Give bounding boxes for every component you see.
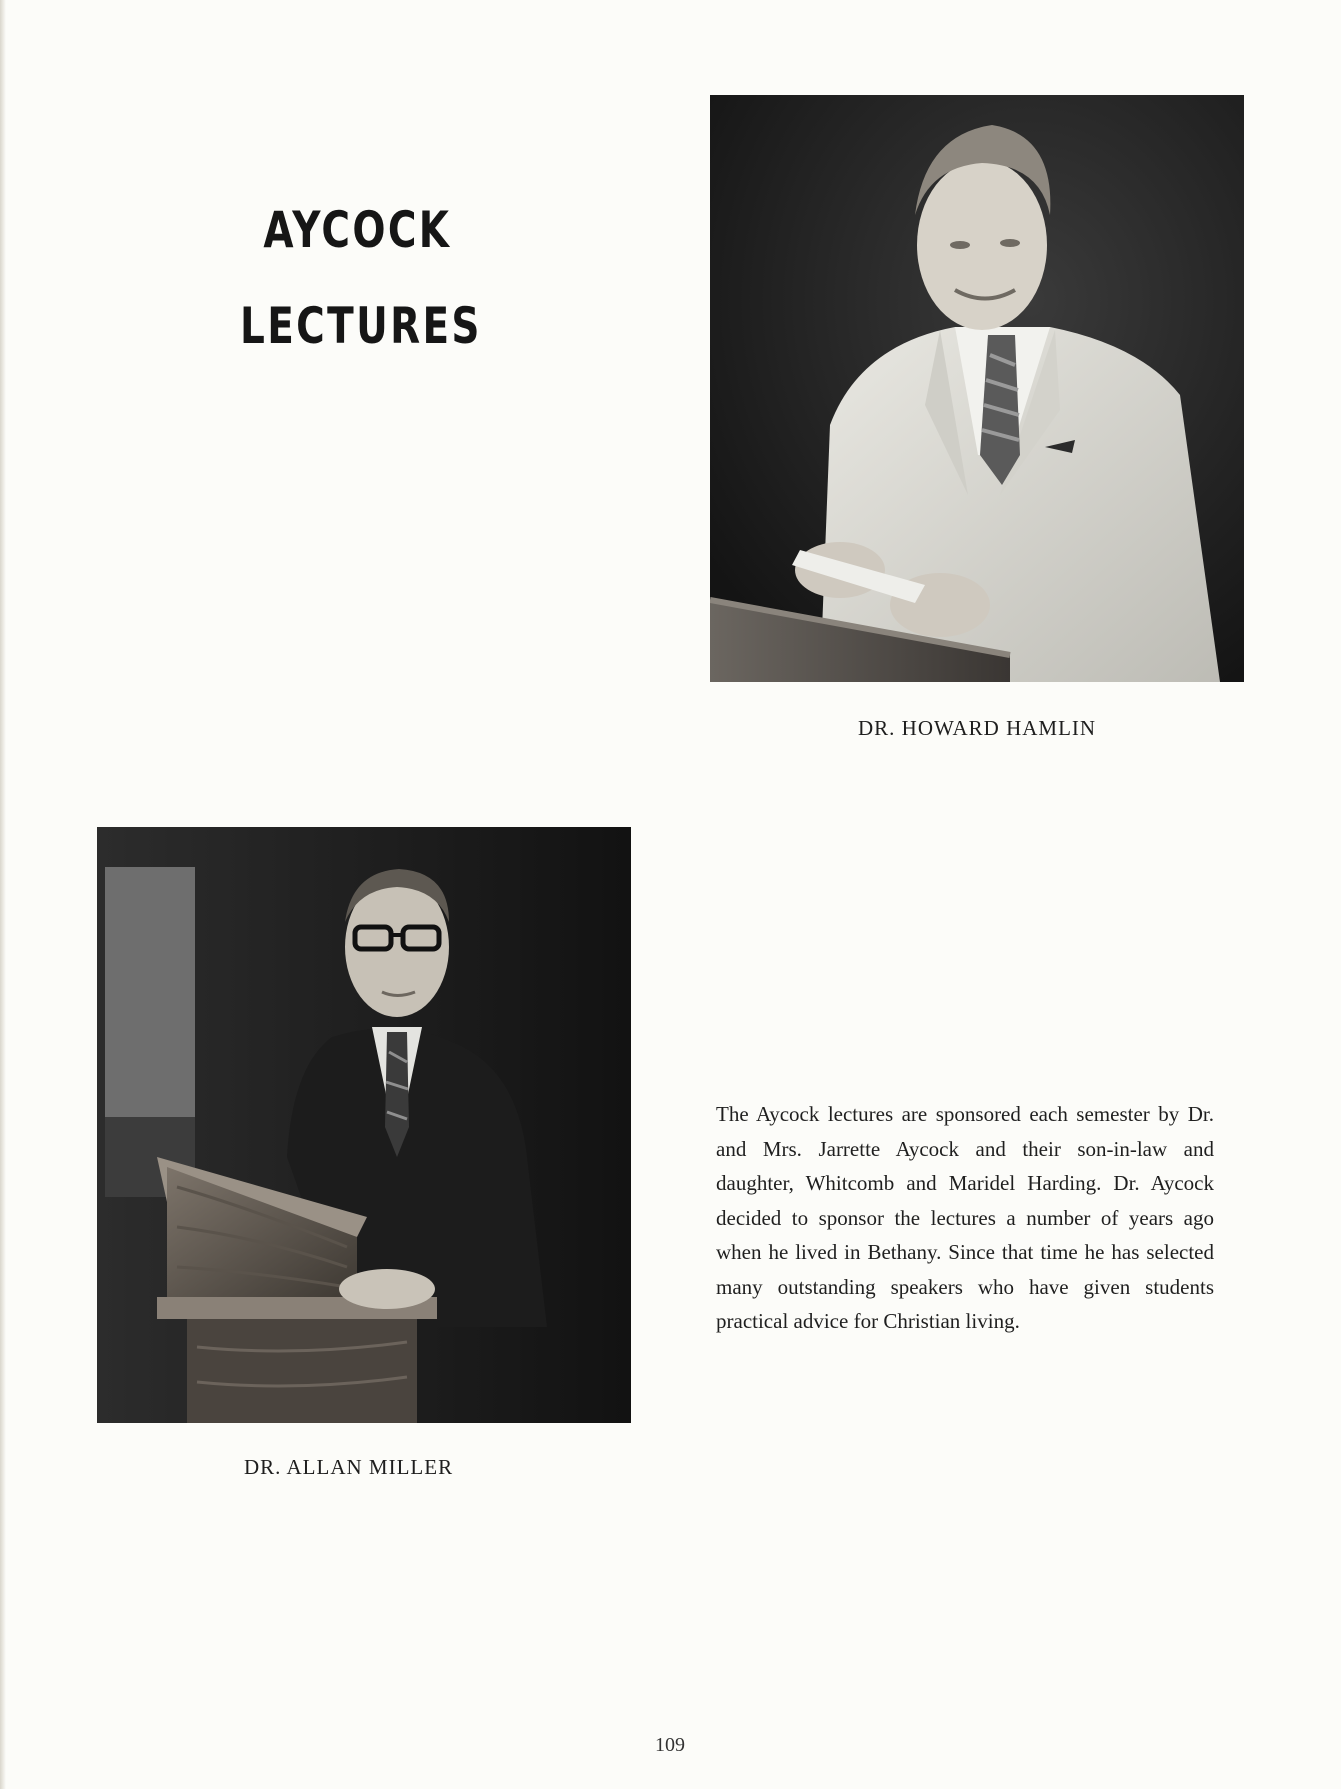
page-number: 109 xyxy=(655,1734,685,1756)
miller-caption: DR. ALLAN MILLER xyxy=(244,1455,454,1479)
page-title-line-2: LECTURES xyxy=(240,297,482,355)
description-paragraph: The Aycock lectures are sponsored each semester by Dr. and Mrs. Jarrette Aycock and their son-in-law and daughter, Whitcomb and Maridel Harding. Dr. Aycock decided to sponsor the lectures a number of years ago when he lived in Bethany. Since that time he has selected many outstanding speakers who have given students practical advice for Christian living. xyxy=(716,1102,1214,1333)
hamlin-photo xyxy=(710,95,1244,682)
page-binding-edge xyxy=(0,0,6,1789)
miller-photo-illustration xyxy=(97,827,631,1423)
hamlin-photo-illustration xyxy=(710,95,1244,682)
miller-photo xyxy=(97,827,631,1423)
page-title-line-1: AYCOCK xyxy=(263,201,452,259)
page-title xyxy=(240,182,482,374)
hamlin-caption: DR. HOWARD HAMLIN xyxy=(858,716,1097,740)
